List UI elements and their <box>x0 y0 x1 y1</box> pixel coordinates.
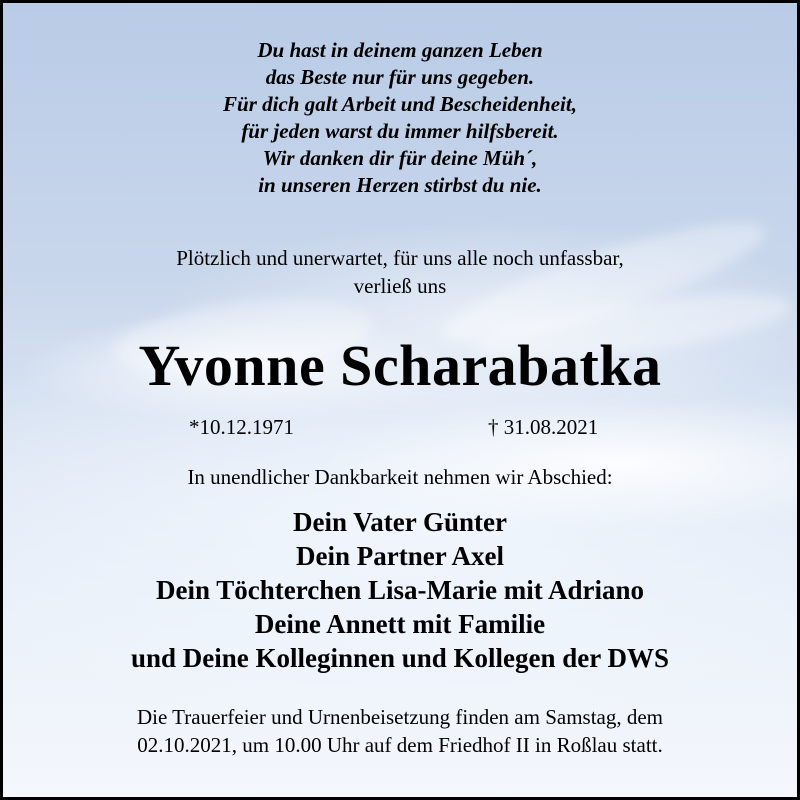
mourner-entry: Dein Töchterchen Lisa-Marie mit Adriano <box>156 575 644 605</box>
funeral-details <box>3 703 797 759</box>
poem-line: das Beste nur für uns gegeben. <box>265 65 535 89</box>
mourner-entry: Deine Annett mit Familie <box>254 609 546 639</box>
mourner-entry: und Deine Kolleginnen und Kollegen der DWS <box>130 643 670 673</box>
death-date: † 31.08.2021 <box>488 415 599 439</box>
intro-line: verließ uns <box>353 274 447 298</box>
funeral-line: 02.10.2021, um 10.00 Uhr auf dem Friedhof II in Roßlau statt. <box>137 733 663 757</box>
poem-line: Wir danken dir für deine Müh´, <box>262 146 538 170</box>
poem-line: Du hast in deinem ganzen Leben <box>257 38 543 62</box>
deceased-name: Yvonne Scharabatka <box>138 333 662 398</box>
mourner-entry: Dein Vater Günter <box>293 507 507 537</box>
mourner-entry: Dein Partner Axel <box>296 541 504 571</box>
poem-line: in unseren Herzen stirbst du nie. <box>258 173 542 197</box>
poem-line: Für dich galt Arbeit und Bescheidenheit, <box>223 92 577 116</box>
birth-date: *10.12.1971 <box>189 415 294 439</box>
poem-line: für jeden warst du immer hilfsbereit. <box>241 119 559 143</box>
intro-text <box>3 244 797 300</box>
intro-line: Plötzlich und unerwartet, für uns alle noch unfassbar, <box>176 246 624 270</box>
memorial-poem <box>3 37 797 199</box>
farewell-line: In unendlicher Dankbarkeit nehmen wir Abschied: <box>187 465 613 489</box>
funeral-line: Die Trauerfeier und Urnenbeisetzung finden am Samstag, dem <box>136 705 664 729</box>
mourners-list <box>3 505 797 675</box>
